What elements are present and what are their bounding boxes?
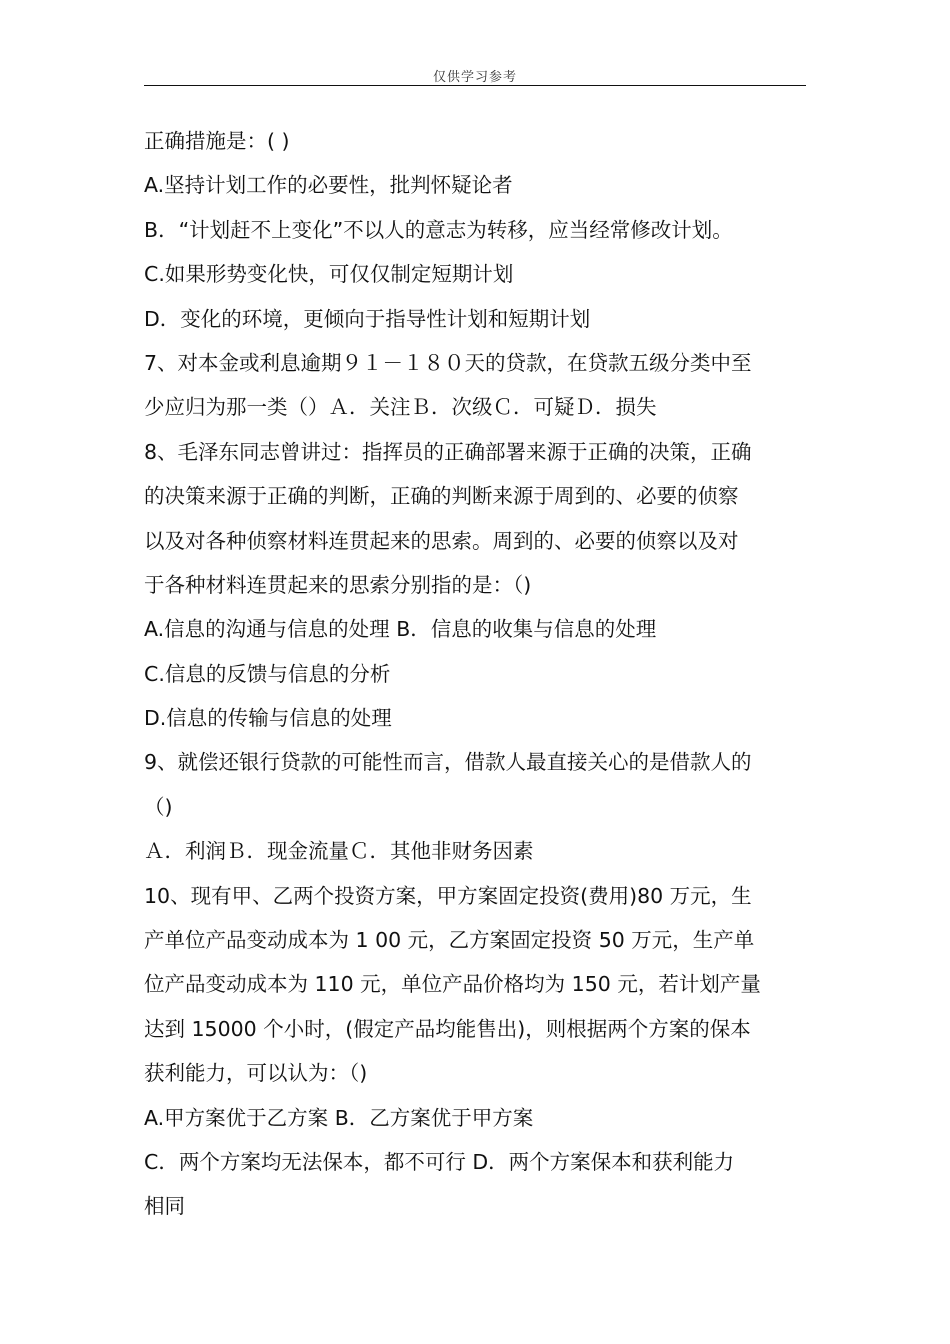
option-line: Ａ．利润Ｂ．现金流量Ｃ．其他非财务因素 [144,839,534,864]
question-9-line: 9、就偿还银行贷款的可能性而言，借款人最直接关心的是借款人的 [144,750,752,775]
header-divider [144,85,806,86]
question-10-line: 达到 15000 个小时，(假定产品均能售出)，则根据两个方案的保本 [144,1016,751,1041]
document-body [144,119,812,1229]
option-line: 相同 [144,1194,185,1219]
question-7-line: 7、对本金或利息逾期９１－１８０天的贷款，在贷款五级分类中至 [144,350,752,375]
question-8-line: 以及对各种侦察材料连贯起来的思索。周到的、必要的侦察以及对 [144,528,739,553]
text-line: 正确措施是：( ) [144,129,290,153]
option-line: A.坚持计划工作的必要性，批判怀疑论者 [144,173,513,198]
question-10-line: 获利能力，可以认为：（) [144,1061,368,1086]
option-line: C．两个方案均无法保本，都不可行 D．两个方案保本和获利能力 [144,1149,735,1174]
option-line: C.如果形势变化快，可仅仅制定短期计划 [144,262,514,287]
question-8-line: 于各种材料连贯起来的思索分别指的是：（) [144,572,532,597]
question-10-line: 位产品变动成本为 110 元，单位产品价格均为 150 元，若计划产量 [144,972,761,997]
option-line: A.甲方案优于乙方案 B．乙方案优于甲方案 [144,1105,534,1130]
page-header-text: 仅供学习参考 [432,70,517,85]
question-7-line: 少应归为那一类（）Ａ．关注Ｂ．次级Ｃ．可疑Ｄ．损失 [144,395,657,420]
question-10-line: 10、现有甲、乙两个投资方案，甲方案固定投资(费用)80 万元，生 [144,883,752,908]
question-10-line: 产单位产品变动成本为 1 00 元，乙方案固定投资 50 万元，生产单 [144,928,755,953]
question-9-line: （) [144,794,173,819]
option-line: D.信息的传输与信息的处理 [144,706,392,731]
option-line: B．“计划赶不上变化”不以人的意志为转移，应当经常修改计划。 [144,217,733,242]
option-line: C.信息的反馈与信息的分析 [144,661,391,686]
option-line: A.信息的沟通与信息的处理 B．信息的收集与信息的处理 [144,617,657,642]
question-8-line: 的决策来源于正确的判断，正确的判断来源于周到的、必要的侦察 [144,484,739,509]
question-8-line: 8、毛泽东同志曾讲过：指挥员的正确部署来源于正确的决策，正确 [144,439,752,464]
option-line: D．变化的环境，更倾向于指导性计划和短期计划 [144,306,591,331]
